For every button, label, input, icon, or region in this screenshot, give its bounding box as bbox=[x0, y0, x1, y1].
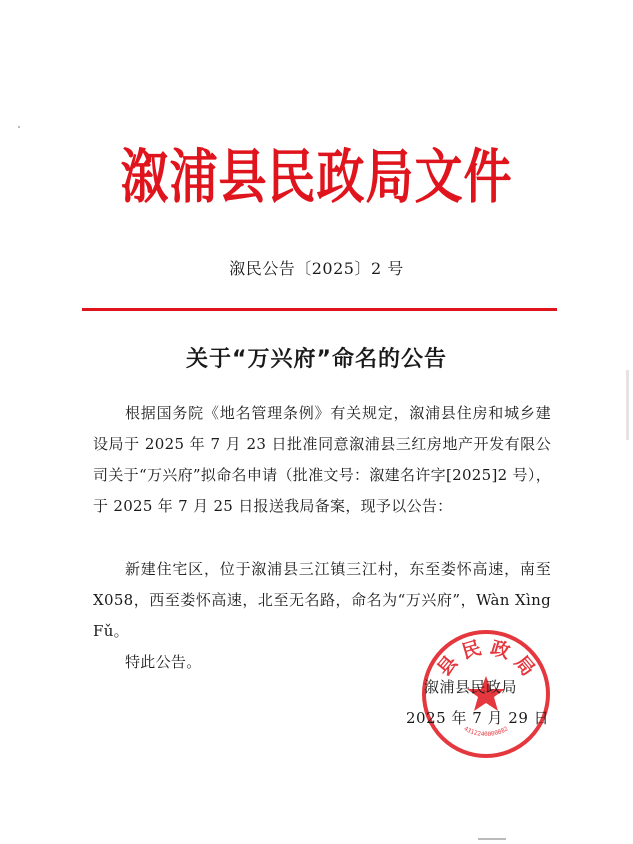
scan-speck bbox=[18, 126, 20, 128]
seal-code-text: 4312240000882 bbox=[462, 725, 510, 739]
notice-title: 关于“万兴府”命名的公告 bbox=[186, 347, 447, 372]
issue-date: 2025 年 7 月 29 日 bbox=[406, 709, 550, 727]
body-paragraph-3: 特此公告。 bbox=[125, 653, 202, 671]
body-paragraph-2: 新建住宅区，位于溆浦县三江镇三江村，东至娄怀高速，南至 X058，西至娄怀高速，北至无名路，命名为“万兴府”，Wàn Xìng Fǔ。 bbox=[93, 560, 551, 640]
scan-edge-shadow bbox=[626, 370, 629, 440]
document-header-title: 溆浦县民政局文件 bbox=[120, 143, 513, 212]
body-paragraph-1: 根据国务院《地名管理条例》有关规定，溆浦县住房和城乡建设局于 2025 年 7 月 23 日批准同意溆浦县三红房地产开发有限公司关于“万兴府”拟命名申请（批准文号：溆建名许字[2025]2 号），于 2025 年 7 月 25 日报送我局备案，现予以公告： bbox=[93, 404, 551, 515]
document-number: 溆民公告〔2025〕2 号 bbox=[229, 259, 404, 278]
scan-bottom-mark bbox=[478, 838, 506, 840]
seal-top-text: 县 民 政 局 bbox=[433, 636, 539, 681]
red-divider-line bbox=[82, 308, 557, 311]
issuer-signature: 溆浦县民政局 bbox=[424, 678, 518, 696]
